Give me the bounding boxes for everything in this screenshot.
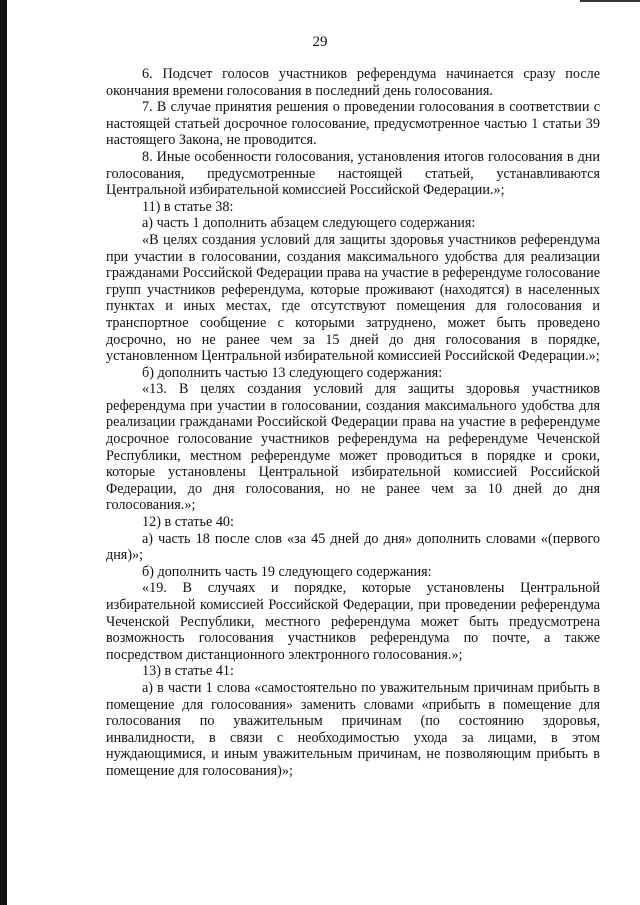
paragraph: а) часть 18 после слов «за 45 дней до дня» дополнить словами «(первого дня)»; — [106, 530, 600, 564]
paragraph: 11) в статье 38: — [142, 198, 234, 215]
paragraph: а) часть 1 дополнить абзацем следующего содержания: — [142, 215, 476, 232]
paragraph: 12) в статье 40: — [142, 514, 234, 531]
paragraph: 7. В случае принятия решения о проведении голосования в соответствии с настоящей статьей досрочное голосование, предусмотренное частью 1 статьи 39 настоящего Закона, не проводится. — [106, 99, 600, 149]
page-number: 29 — [312, 34, 328, 50]
paragraph: б) дополнить часть 19 следующего содержания: — [142, 563, 432, 580]
paragraph: «В целях создания условий для защиты здоровья участников референдума при участии в голосовании, создания максимального удобства для реализации гражданами Российской Федерации права на участие в референдуме голосование групп участников референдума, которые проживают (находятся) в населенных пунктах и иных местах, где отсутствуют помещения для голосования и транспортное сообщение с которыми затруднено, может быть проведено досрочно, но не ранее чем за 15 дней до дня голосования в порядке, установленном Центральной избирательной комиссией Российской Федерации.»; — [106, 231, 600, 365]
paragraph: «13. В целях создания условий для защиты здоровья участников референдума при участии в голосовании, создания максимального удобства для реализации гражданами Российской Федерации права на участие в референдуме досрочное голосование участников референдума на референдуме Чеченской Республики, местном референдуме может проводиться в порядке и сроки, которые установлены Центральной избирательной комиссией Российской Федерации, до дня голосования, но не ранее чем за 10 дней до дня голосования.»; — [106, 381, 600, 514]
paragraph: б) дополнить частью 13 следующего содержания: — [142, 364, 443, 381]
scan-edge-bar — [0, 0, 7, 905]
paragraph: 6. Подсчет голосов участников референдума начинается сразу после окончания времени голосования в последний день голосования. — [106, 66, 600, 99]
paragraph: а) в части 1 слова «самостоятельно по уважительным причинам прибыть в помещение для голосования» заменить словами «прибыть в помещение для голосования по уважительным причинам (по состоянию здоровья, инвалидности, в связи с необходимостью ухода за лицами, в этом нуждающимися, и иным уважительным причинам, не позволяющим прибыть в помещение для голосования)»; — [106, 679, 600, 779]
paragraph: 13) в статье 41: — [142, 663, 234, 680]
paragraph: «19. В случаях и порядке, которые установлены Центральной избирательной комиссией Российской Федерации, при проведении референдума Чеченской Республики, местного референдума может быть предусмотрена возможность голосования участников референдума по почте, а также посредством дистанционного электронного голосования.»; — [106, 580, 600, 663]
document-body — [106, 66, 600, 780]
paragraph: 8. Иные особенности голосования, установления итогов голосования в дни голосования, предусмотренные настоящей статьей, устанавливаются Центральной избирательной комиссией Российской Федерации.»; — [106, 148, 600, 199]
scan-top-mark — [580, 0, 640, 2]
